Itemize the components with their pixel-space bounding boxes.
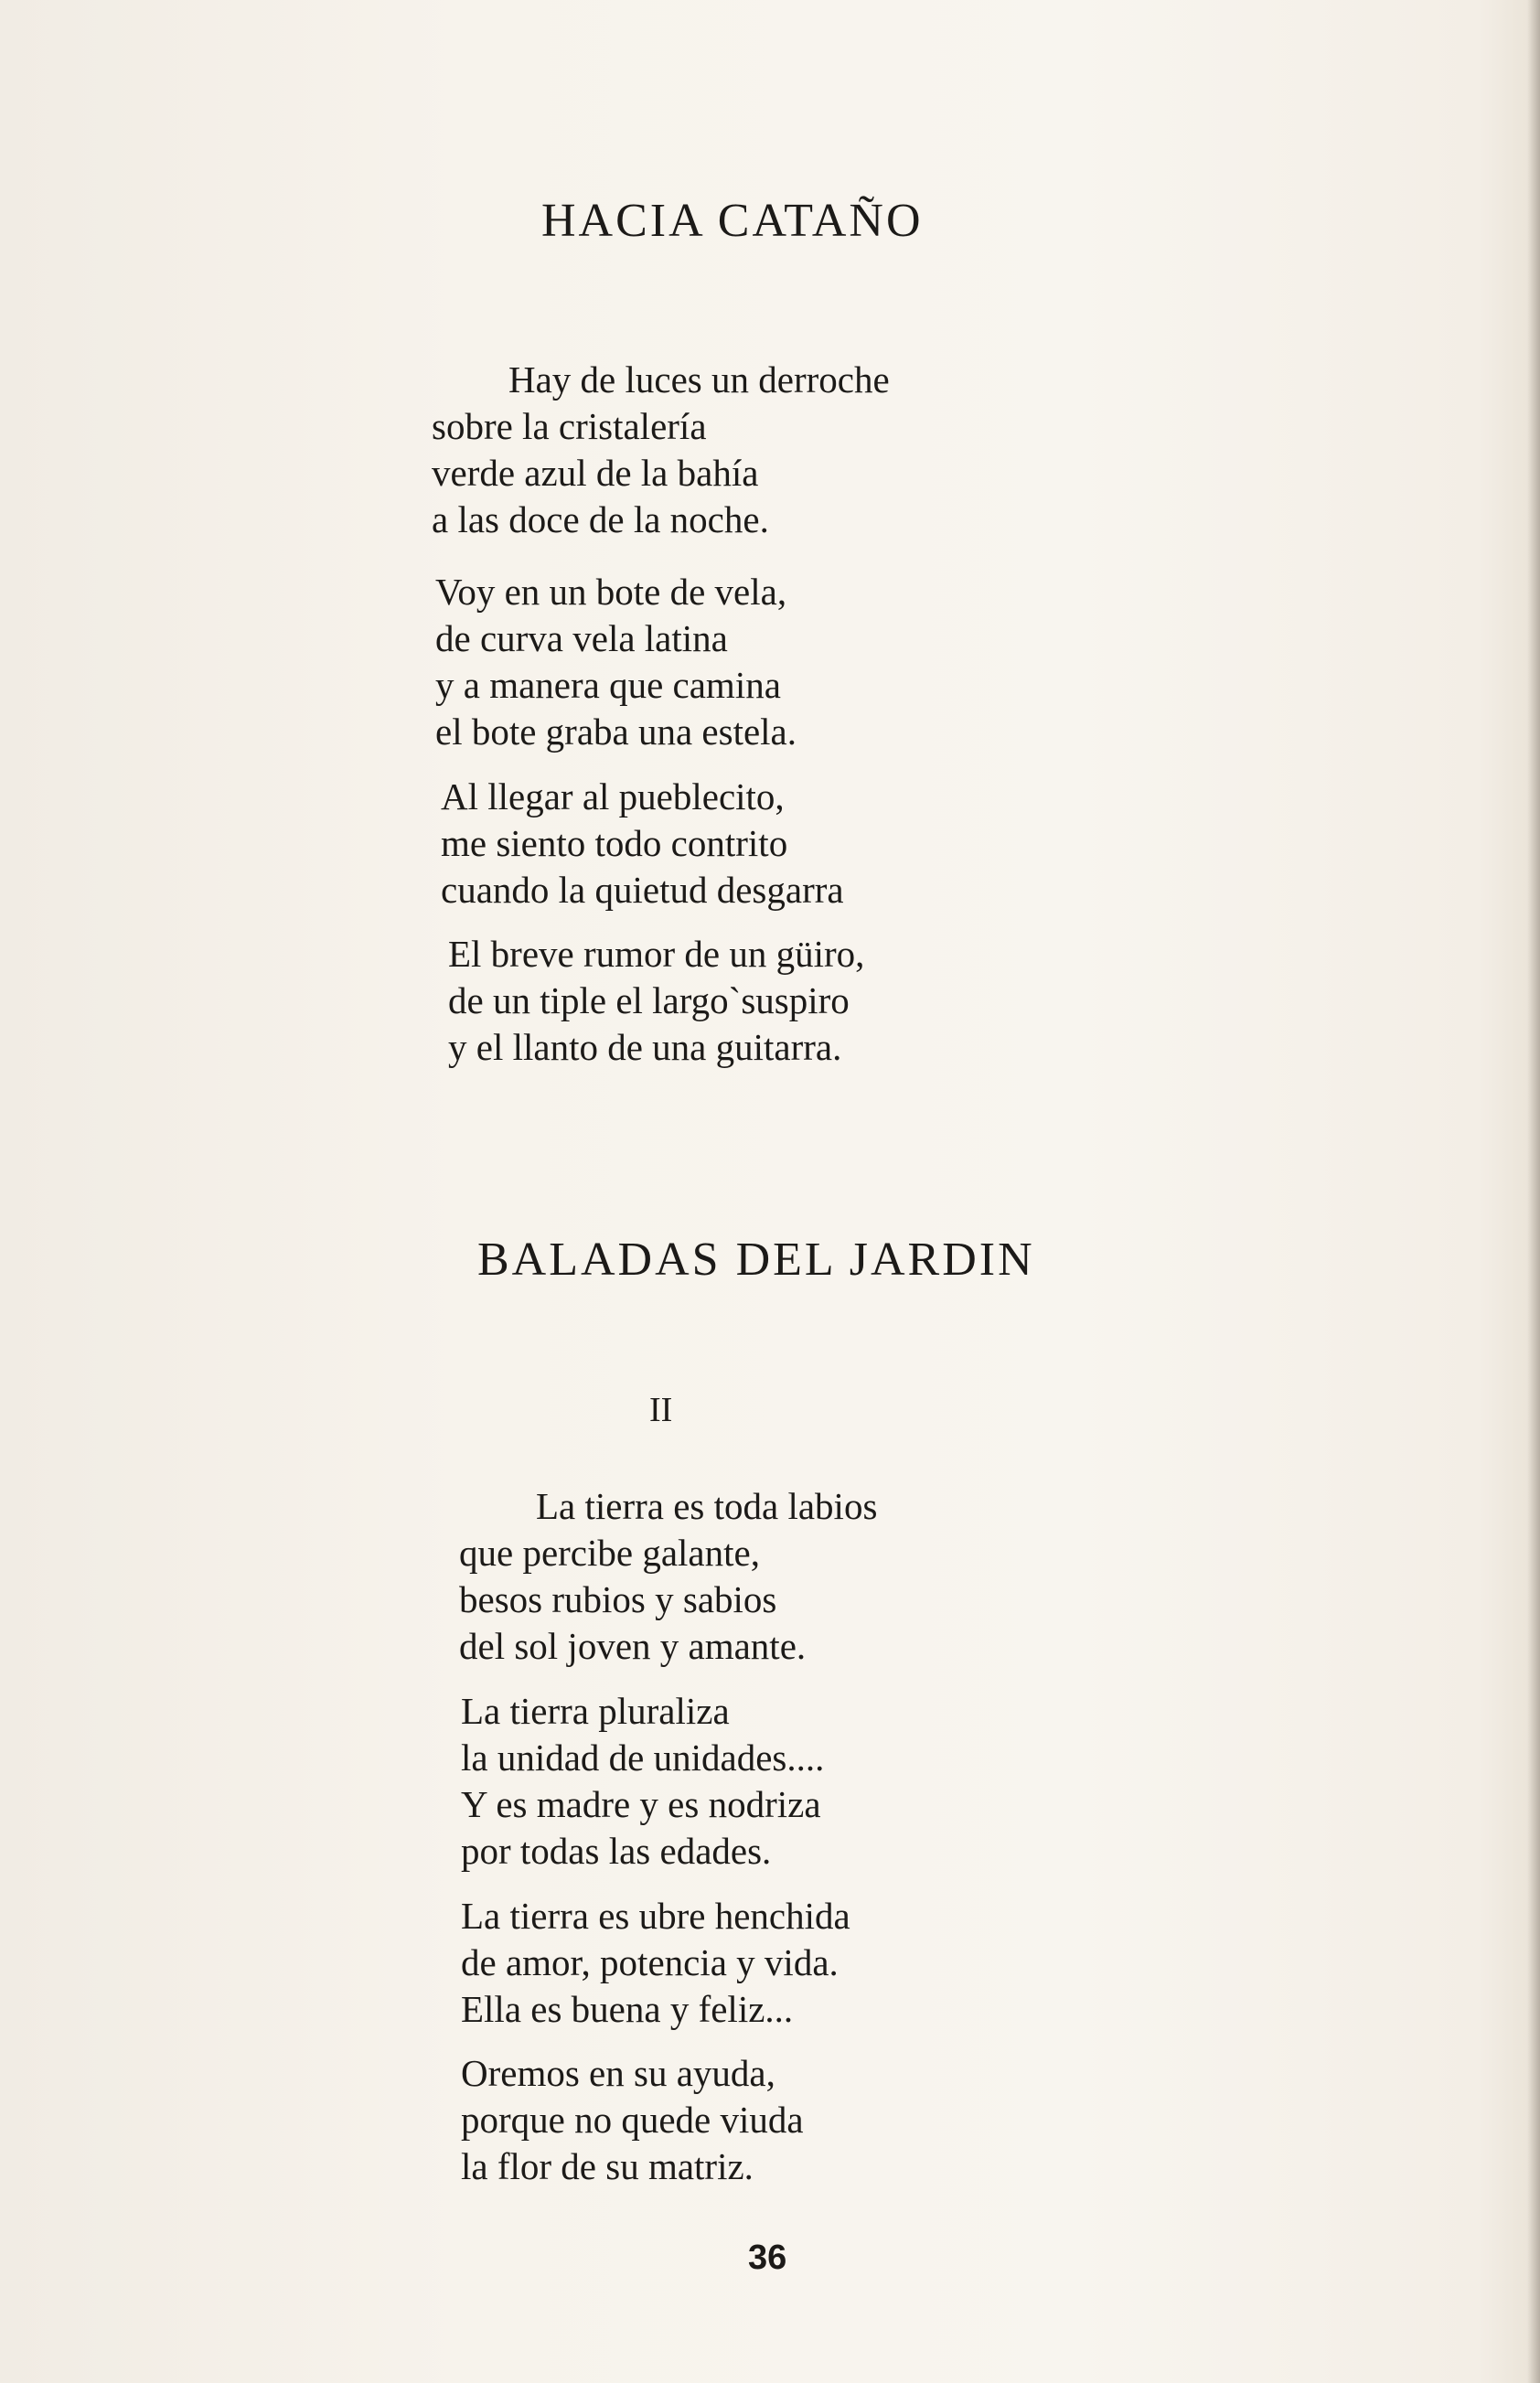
verse-line: Oremos en su ayuda, [461, 2052, 775, 2094]
verse-line: verde azul de la bahía [432, 452, 759, 494]
verse-line: del sol joven y amante. [459, 1625, 807, 1667]
verse-line: que percibe galante, [459, 1532, 760, 1574]
verse-line: porque no quede viuda [461, 2099, 804, 2141]
page-edge-shadow [1527, 0, 1540, 2383]
verse-line: de amor, potencia y vida. [461, 1941, 839, 1983]
stanza-5 [459, 1483, 877, 1670]
verse-line: la flor de su matriz. [461, 2145, 754, 2187]
section-numeral: II [649, 1391, 673, 1429]
stanza-4 [448, 931, 864, 1071]
verse-line: el bote graba una estela. [435, 711, 797, 753]
poem-title-baladas-del-jardin: BALADAS DEL JARDIN [477, 1234, 1035, 1286]
verse-line: por todas las edades. [461, 1830, 772, 1872]
verse-line: a las doce de la noche. [432, 498, 769, 540]
verse-line: de un tiple el largo`suspiro [448, 979, 850, 1021]
verse-line: Voy en un bote de vela, [435, 571, 787, 613]
page-number: 36 [748, 2239, 787, 2277]
stanza-6 [461, 1688, 824, 1875]
stanza-8 [461, 2050, 804, 2190]
verse-line: cuando la quietud desgarra [441, 869, 844, 911]
stanza-1 [432, 357, 890, 543]
verse-line: y el llanto de una guitarra. [448, 1026, 842, 1068]
verse-line: Hay de luces un derroche [508, 358, 890, 401]
verse-line: y a manera que camina [435, 664, 781, 706]
poem-title-hacia-catano: HACIA CATAÑO [541, 195, 924, 247]
verse-line: Y es madre y es nodriza [461, 1783, 821, 1825]
verse-line: El breve rumor de un güiro, [448, 933, 865, 975]
verse-line: La tierra es ubre henchida [461, 1895, 850, 1937]
verse-line: besos rubios y sabios [459, 1578, 777, 1620]
verse-line: Ella es buena y feliz... [461, 1988, 794, 2030]
stanza-2 [435, 569, 797, 755]
stanza-7 [461, 1893, 850, 2033]
stanza-3 [441, 774, 844, 914]
verse-line: de curva vela latina [435, 617, 728, 659]
verse-line: Al llegar al pueblecito, [441, 775, 785, 817]
verse-line: la unidad de unidades.... [461, 1736, 825, 1779]
verse-line: sobre la cristalería [432, 405, 707, 447]
verse-line: La tierra es toda labios [536, 1485, 878, 1527]
verse-line: me siento todo contrito [441, 822, 788, 864]
verse-line: La tierra pluraliza [461, 1690, 730, 1732]
